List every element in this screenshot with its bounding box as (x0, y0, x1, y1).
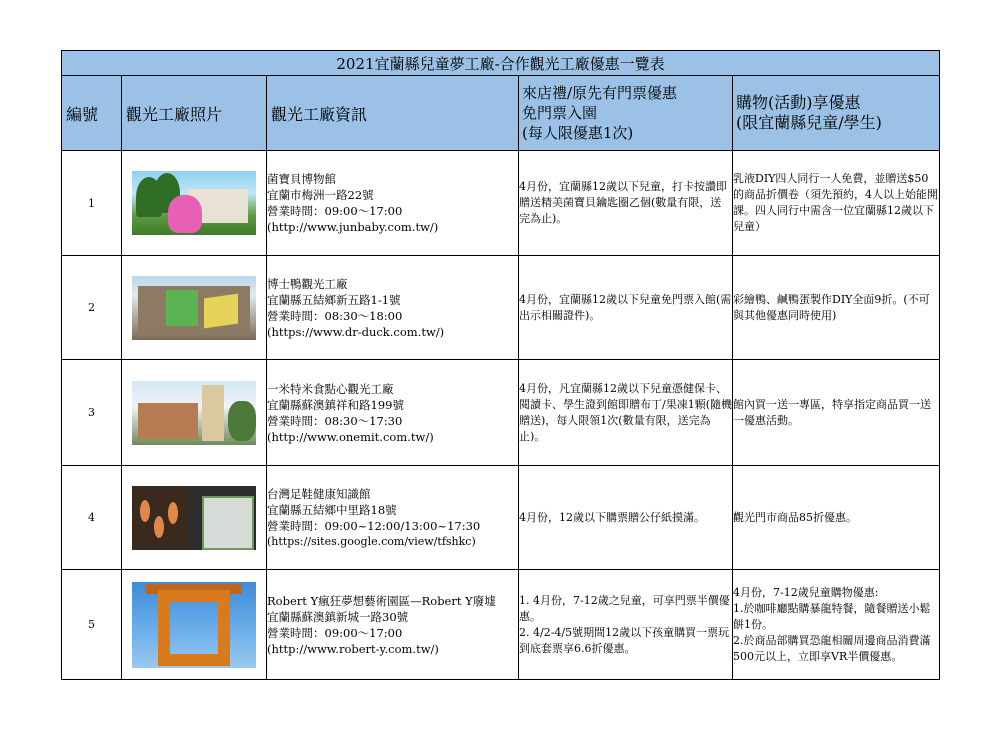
table-row (62, 466, 940, 570)
factory-info (267, 360, 519, 466)
row-number: 1 (62, 151, 122, 256)
row-number: 5 (62, 570, 122, 680)
factory-url[interactable]: (http://www.robert-y.com.tw/) (267, 641, 439, 656)
factory-address: 宜蘭縣蘇澳鎮祥和路199號 (267, 397, 404, 412)
factory-address: 宜蘭縣五結鄉新五路1-1號 (267, 292, 401, 307)
factory-hours: 營業時間：09:00～17:00 (267, 204, 403, 218)
robert-y-art-park-photo (132, 582, 256, 668)
discount-table (61, 50, 940, 680)
factory-name: 菌寶貝博物館 (267, 172, 336, 186)
factory-address: 宜蘭市梅洲一路22號 (267, 188, 374, 202)
table-row (62, 570, 940, 680)
row-number: 2 (62, 256, 122, 360)
factory-name: 博士鴨觀光工廠 (267, 276, 348, 291)
header-info: 觀光工廠資訊 (267, 76, 519, 151)
onemit-factory-photo (132, 381, 256, 445)
header-number: 編號 (62, 76, 122, 151)
factory-address: 宜蘭縣五結鄉中里路18號 (267, 502, 397, 517)
header-photo: 觀光工廠照片 (122, 76, 267, 151)
photo-cell (122, 256, 267, 360)
header-shopping: 購物(活動)享優惠 (限宜蘭縣兒童/學生) (733, 76, 940, 151)
factory-url[interactable]: (http://www.onemit.com.tw/) (267, 429, 434, 444)
discount-text: 4月份，12歲以下購票贈公仔紙摸滿。 (519, 466, 733, 570)
photo-cell (122, 466, 267, 570)
factory-name: 台灣足鞋健康知識館 (267, 486, 371, 501)
discount-text: 4月份，宜蘭縣12歲以下兒童免門票入館(需出示相關證件)。 (519, 256, 733, 360)
factory-info (267, 466, 519, 570)
factory-hours: 營業時間：09:00~12:00/13:00~17:30 (267, 518, 481, 533)
header-row (62, 76, 940, 151)
row-number: 4 (62, 466, 122, 570)
row-number: 3 (62, 360, 122, 466)
pink-bear-museum-photo (132, 171, 256, 235)
table-row (62, 256, 940, 360)
discount-text: 4月份，凡宜蘭縣12歲以下兒童憑健保卡、閱讀卡、學生證到館即贈布丁/果凍1顆(隨機贈送)，每人限領1次(數量有限，送完為止)。 (519, 360, 733, 466)
factory-name: Robert Y瘋狂夢想藝術園區—Robert Y廢墟 (267, 593, 496, 608)
factory-hours: 營業時間：08:30～17:30 (267, 413, 403, 428)
factory-info (267, 256, 519, 360)
shopping-text: 館內買一送一專區，特享指定商品買一送一優惠活動。 (733, 360, 940, 466)
shopping-text: 觀光門市商品85折優惠。 (733, 466, 940, 570)
shopping-text: 乳液DIY四人同行一人免費，並贈送$50的商品折價卷（須先預約，4人以上始能開課。四人同行中需含一位宜蘭縣12歲以下兒童） (733, 151, 940, 256)
factory-info (267, 570, 519, 680)
photo-cell (122, 360, 267, 466)
shoe-museum-photo (132, 486, 256, 550)
header-discount: 來店禮/原先有門票優惠 免門票入園 (每人限優惠1次) (519, 76, 733, 151)
factory-hours: 營業時間：09:00～17:00 (267, 625, 403, 640)
photo-cell (122, 570, 267, 680)
factory-hours: 營業時間：08:30～18:00 (267, 308, 403, 323)
duck-factory-photo (132, 276, 256, 340)
factory-url[interactable]: (http://www.junbaby.com.tw/) (267, 220, 439, 234)
discount-text: 1. 4月份，7-12歲之兒童，可享門票半價優惠。 2. 4/2-4/5號期間12歲以下孩童購買一票玩到底套票享6.6折優惠。 (519, 570, 733, 680)
factory-name: 一米特米食點心觀光工廠 (267, 381, 394, 396)
table-row (62, 151, 940, 256)
factory-url[interactable]: (https://www.dr-duck.com.tw/) (267, 324, 445, 339)
table-row (62, 360, 940, 466)
shopping-text: 4月份，7-12歲兒童購物優惠: 1.於咖啡廳點購暴龍特餐，隨餐贈送小鬆餅1份。 2.於商品部購買恐龍相關周邊商品消費滿500元以上，立即享VR半價優惠。 (733, 570, 940, 680)
table-title: 2021宜蘭縣兒童夢工廠-合作觀光工廠優惠一覽表 (62, 51, 940, 76)
factory-address: 宜蘭縣蘇澳鎮新城一路30號 (267, 609, 409, 624)
photo-cell (122, 151, 267, 256)
discount-text: 4月份，宜蘭縣12歲以下兒童，打卡按讚即贈送精美菌寶貝鑰匙圈乙個(數量有限，送完為止)。 (519, 151, 733, 256)
factory-url[interactable]: (https://sites.google.com/view/tfshkc) (267, 534, 476, 548)
shopping-text: 彩繪鴨、鹹鴨蛋製作DIY全面9折。(不可與其他優惠同時使用) (733, 256, 940, 360)
factory-info (267, 151, 519, 256)
